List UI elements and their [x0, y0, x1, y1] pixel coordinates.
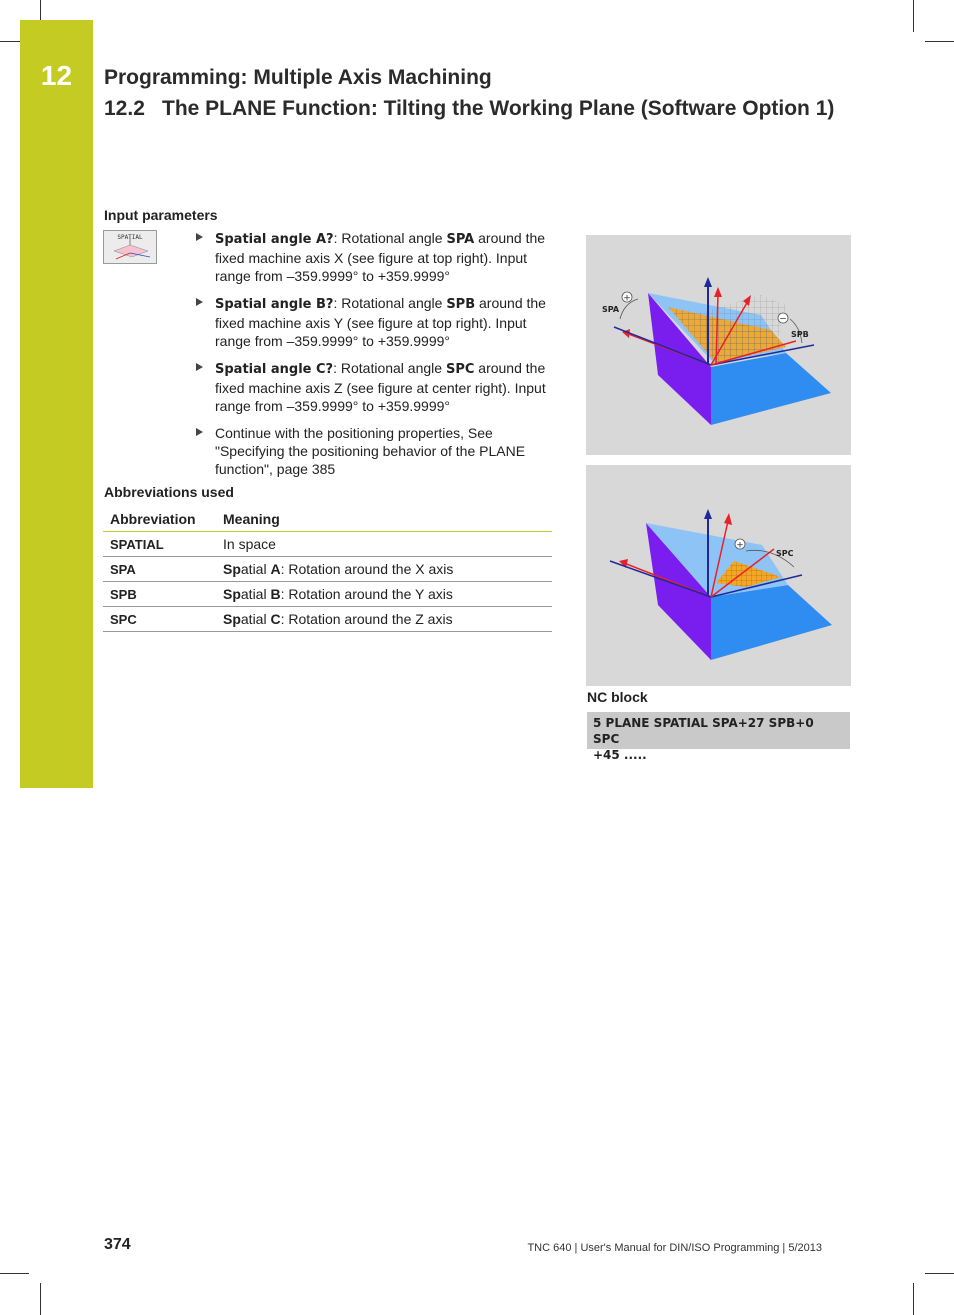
meaning-text: : Rotation around the Y axis [280, 586, 453, 602]
plus-label: + [623, 293, 631, 304]
abbr-cell: SPATIAL [103, 532, 216, 557]
table-header [103, 506, 552, 532]
meaning-text: In space [223, 536, 276, 552]
spa-spb-illustration [586, 235, 851, 455]
param-label: Spatial angle B? [215, 297, 334, 312]
softkey-graphic [104, 231, 156, 263]
meaning-bold: A [270, 561, 281, 577]
crop-mark [913, 0, 914, 32]
list-item-continue [195, 424, 550, 478]
spc-illustration [586, 465, 851, 686]
section-number: 12.2 [104, 97, 145, 120]
param-label: Spatial angle A? [215, 232, 334, 247]
meaning-text: atial [240, 586, 271, 602]
figure-spc [586, 465, 851, 686]
param-label: Spatial angle C? [215, 362, 334, 377]
crop-mark [0, 41, 22, 42]
continue-text: Continue with the positioning properties, See "Specifying the positioning behavior of the PLANE function", page 385 [215, 425, 526, 477]
meaning-text: : Rotation around the X axis [280, 561, 454, 577]
meaning-bold: B [270, 586, 281, 602]
meaning-bold: Sp [223, 586, 241, 602]
chapter-title: Programming: Multiple Axis Machining [104, 66, 492, 89]
spatial-softkey-icon [103, 230, 157, 264]
spc-label: SPC [776, 549, 794, 558]
col-header-meaning: Meaning [216, 506, 552, 532]
list-item-spc [195, 359, 550, 415]
table-row [103, 607, 552, 632]
param-text: : Rotational angle [333, 295, 447, 311]
plus-label: + [736, 540, 744, 551]
crop-mark [925, 41, 954, 42]
parameter-list [195, 229, 550, 487]
table-row [103, 532, 552, 557]
spa-label: SPA [602, 305, 620, 314]
nc-block-code [587, 712, 850, 762]
crop-mark [40, 1283, 41, 1315]
param-code: SPA [446, 232, 475, 247]
meaning-bold: C [270, 611, 281, 627]
abbr-cell: SPB [103, 582, 216, 607]
param-code: SPC [445, 362, 475, 377]
crop-mark [913, 1283, 914, 1315]
bullet-triangle-icon [196, 363, 203, 371]
nc-line: +45 ..... [593, 748, 647, 762]
list-item-spb [195, 294, 550, 350]
minus-label: − [779, 314, 787, 325]
meaning-cell [216, 532, 552, 557]
footer-text: TNC 640 | User's Manual for DIN/ISO Programming | 5/2013 [527, 1242, 822, 1254]
abbr-cell: SPC [103, 607, 216, 632]
param-text: around the fixed machine axis Y (see figure at top right). Input range from –359.9999° to +359.9999° [215, 295, 546, 349]
chapter-number: 12 [40, 60, 73, 91]
table-row [103, 557, 552, 582]
param-text: : Rotational angle [333, 230, 447, 246]
meaning-cell [216, 607, 552, 632]
meaning-bold: Sp [223, 561, 241, 577]
page-number: 374 [104, 1236, 131, 1253]
nc-line: 5 PLANE SPATIAL SPA+27 SPB+0 SPC [593, 716, 814, 746]
chapter-tab [20, 20, 93, 788]
bullet-triangle-icon [196, 233, 203, 241]
meaning-text: : Rotation around the Z axis [280, 611, 453, 627]
bullet-triangle-icon [196, 428, 203, 436]
crop-mark [40, 0, 41, 20]
bullet-triangle-icon [196, 298, 203, 306]
meaning-text: atial [240, 561, 271, 577]
param-text: around the fixed machine axis Z (see figure at center right). Input range from –359.9999° to +359.9999° [215, 360, 546, 414]
spb-label: SPB [791, 330, 809, 339]
list-item-spa [195, 229, 550, 285]
crop-mark [0, 1273, 29, 1274]
figure-spa-spb [586, 235, 851, 455]
section-title-text: The PLANE Function: Tilting the Working Plane (Software Option 1) [162, 97, 835, 120]
table-row [103, 582, 552, 607]
abbr-cell: SPA [103, 557, 216, 582]
param-text: around the fixed machine axis X (see figure at top right). Input range from –359.9999° to +359.9999° [215, 230, 546, 284]
meaning-text: atial [240, 611, 271, 627]
section-title [104, 97, 834, 121]
abbreviations-heading: Abbreviations used [104, 484, 234, 500]
crop-mark [925, 1273, 954, 1274]
meaning-cell [216, 557, 552, 582]
input-parameters-heading: Input parameters [104, 207, 218, 223]
nc-block-heading: NC block [587, 689, 648, 705]
col-header-abbreviation: Abbreviation [103, 506, 216, 532]
meaning-cell [216, 582, 552, 607]
param-text: : Rotational angle [333, 360, 446, 376]
abbreviations-table [103, 506, 552, 632]
param-code: SPB [446, 297, 476, 312]
meaning-bold: Sp [223, 611, 241, 627]
softkey-label: SPATIAL [117, 234, 143, 241]
